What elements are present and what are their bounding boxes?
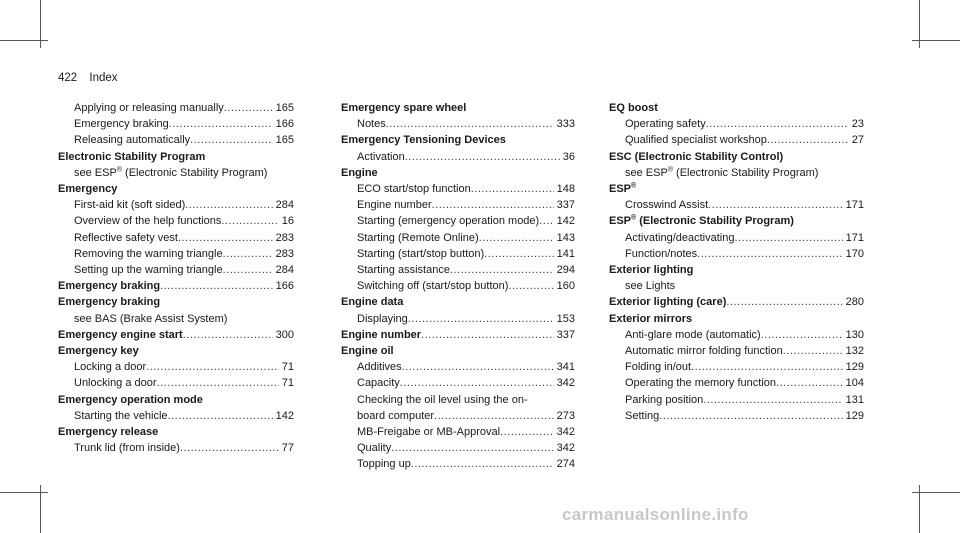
dot-leader <box>169 116 273 132</box>
entry-label: Electronic Stability Program <box>58 150 206 163</box>
entry-label: Qualified specialist workshop <box>625 134 767 147</box>
index-heading <box>58 181 294 197</box>
dot-leader <box>160 278 273 294</box>
entry-label: EQ boost <box>609 102 658 114</box>
index-entry <box>341 424 575 440</box>
index-column-1 <box>58 100 294 456</box>
index-heading <box>609 294 864 310</box>
entry-text <box>625 392 703 408</box>
dot-leader <box>500 424 554 440</box>
entry-text <box>74 132 190 148</box>
index-entry <box>341 311 575 327</box>
dot-leader <box>776 375 843 391</box>
dot-leader <box>405 149 560 165</box>
page-ref: 142 <box>275 409 294 422</box>
entry-label: see ESP <box>625 166 668 179</box>
dot-leader <box>185 197 272 213</box>
dot-leader <box>703 392 842 408</box>
dot-leader <box>190 132 272 148</box>
index-entry <box>341 408 575 424</box>
page-ref: 341 <box>556 361 575 374</box>
index-column-3 <box>609 100 864 424</box>
entry-text <box>341 327 421 343</box>
entry-label: Emergency braking <box>58 296 161 309</box>
index-entry <box>609 230 864 246</box>
page-ref: 36 <box>562 150 575 163</box>
index-cross-reference <box>341 392 575 408</box>
entry-label: MB-Freigabe or MB-Approval <box>357 426 501 439</box>
dot-leader <box>434 408 554 424</box>
crop-mark <box>912 492 960 493</box>
entry-label: Emergency release <box>58 426 159 439</box>
entry-label: Function/notes <box>625 247 698 260</box>
page-ref: 27 <box>851 134 864 147</box>
entry-label: see BAS (Brake Assist System) <box>74 312 228 325</box>
entry-text <box>357 278 508 294</box>
page-ref: 284 <box>275 199 294 212</box>
page-ref: 104 <box>845 377 864 390</box>
entry-label: Notes <box>357 118 386 131</box>
entry-text <box>58 392 203 408</box>
index-heading <box>58 392 294 408</box>
index-entry <box>609 392 864 408</box>
index-heading <box>341 327 575 343</box>
index-entry <box>609 132 864 148</box>
index-entry <box>58 213 294 229</box>
index-entry <box>609 408 864 424</box>
index-entry <box>341 262 575 278</box>
dot-leader <box>146 359 279 375</box>
page-ref: 142 <box>556 215 575 228</box>
index-entry <box>609 116 864 132</box>
page-ref: 273 <box>556 409 575 422</box>
index-heading <box>609 181 864 197</box>
entry-text <box>357 359 402 375</box>
index-heading <box>58 327 294 343</box>
entry-label: Additives <box>357 361 402 374</box>
entry-label: Capacity <box>357 377 400 390</box>
index-entry <box>58 197 294 213</box>
dot-leader <box>180 440 279 456</box>
dot-leader <box>432 197 554 213</box>
dot-leader <box>783 343 843 359</box>
entry-label: Starting (emergency operation mode) <box>357 215 540 228</box>
index-heading <box>341 100 575 116</box>
index-cross-reference <box>58 311 294 327</box>
registered-mark: ® <box>667 166 673 174</box>
index-entry <box>341 246 575 262</box>
entry-text <box>341 343 394 359</box>
entry-label: Checking the oil level using the on- <box>357 393 528 406</box>
page-ref: 16 <box>281 215 294 228</box>
entry-text <box>609 311 692 327</box>
entry-label: Displaying <box>357 312 408 325</box>
entry-text <box>625 165 818 181</box>
entry-text <box>609 149 783 165</box>
entry-text <box>625 327 761 343</box>
page-ref: 130 <box>845 328 864 341</box>
page-number: 422 <box>58 72 78 84</box>
page-ref: 280 <box>845 296 864 309</box>
dot-leader <box>400 375 554 391</box>
entry-label: Starting assistance <box>357 264 450 277</box>
dot-leader <box>767 132 849 148</box>
entry-text <box>625 375 776 391</box>
index-entry <box>341 116 575 132</box>
entry-text <box>357 149 405 165</box>
dot-leader <box>539 213 553 229</box>
entry-label: Emergency operation mode <box>58 393 203 406</box>
page-ref: 337 <box>556 328 575 341</box>
dot-leader <box>224 100 273 116</box>
entry-label: Engine <box>341 166 378 179</box>
page-ref: 141 <box>556 247 575 260</box>
dot-leader <box>223 246 273 262</box>
index-heading <box>341 132 575 148</box>
page-ref: 342 <box>556 442 575 455</box>
entry-text <box>58 149 205 165</box>
entry-text <box>74 375 157 391</box>
page-ref: 153 <box>556 312 575 325</box>
index-entry <box>341 375 575 391</box>
page-ref: 333 <box>556 118 575 131</box>
index-entry <box>58 230 294 246</box>
dot-leader <box>183 327 273 343</box>
dot-leader <box>386 116 554 132</box>
page-ref: 131 <box>845 393 864 406</box>
index-heading <box>341 343 575 359</box>
entry-label: Removing the warning triangle <box>74 247 223 260</box>
entry-label: Trunk lid (from inside) <box>74 442 180 455</box>
index-column-2 <box>341 100 575 473</box>
page-ref: 337 <box>556 199 575 212</box>
entry-text <box>74 311 227 327</box>
index-heading <box>609 262 864 278</box>
page-ref: 283 <box>275 231 294 244</box>
page-ref: 166 <box>275 118 294 131</box>
entry-label: Activating/deactivating <box>625 231 735 244</box>
entry-text <box>74 230 178 246</box>
entry-label: Unlocking a door <box>74 377 157 390</box>
entry-text <box>625 246 697 262</box>
page-header <box>58 72 118 84</box>
registered-mark: ® <box>631 182 637 190</box>
entry-text <box>357 246 484 262</box>
entry-text <box>74 246 223 262</box>
entry-label: Quality <box>357 442 392 455</box>
entry-label: Operating safety <box>625 118 706 131</box>
entry-label: Anti-glare mode (automatic) <box>625 328 761 341</box>
entry-label: Exterior lighting (care) <box>609 296 727 309</box>
entry-label: Releasing automatically <box>74 134 191 147</box>
entry-text <box>357 262 450 278</box>
entry-label: Starting (Remote Online) <box>357 231 479 244</box>
entry-text <box>609 100 658 116</box>
index-entry <box>341 359 575 375</box>
entry-label-rest: (Electronic Stability Program) <box>121 166 268 179</box>
dot-leader <box>471 181 554 197</box>
entry-label: Setting <box>625 409 660 422</box>
entry-label: Emergency spare wheel <box>341 102 467 114</box>
registered-mark: ® <box>631 214 637 222</box>
entry-text <box>74 440 180 456</box>
entry-text <box>609 181 636 197</box>
index-entry <box>58 408 294 424</box>
page-ref: 171 <box>845 231 864 244</box>
index-entry <box>609 375 864 391</box>
entry-text <box>357 424 500 440</box>
entry-label: Operating the memory function <box>625 377 777 390</box>
entry-text <box>625 343 783 359</box>
index-entry <box>58 246 294 262</box>
index-entry <box>58 359 294 375</box>
entry-text <box>357 197 432 213</box>
dot-leader <box>734 230 842 246</box>
page-ref: 129 <box>845 361 864 374</box>
page-ref: 166 <box>275 280 294 293</box>
entry-text <box>625 408 659 424</box>
entry-label: Topping up <box>357 458 411 471</box>
index-entry <box>609 359 864 375</box>
entry-label: Switching off (start/stop button) <box>357 280 509 293</box>
page-ref: 294 <box>556 264 575 277</box>
entry-label: Engine number <box>341 328 422 341</box>
index-entry <box>58 116 294 132</box>
dot-leader <box>697 246 842 262</box>
page-ref: 171 <box>845 199 864 212</box>
dot-leader <box>761 327 843 343</box>
entry-text <box>357 408 434 424</box>
entry-text <box>609 262 693 278</box>
entry-text <box>74 359 146 375</box>
dot-leader <box>221 213 278 229</box>
entry-text <box>58 278 160 294</box>
dot-leader <box>402 359 554 375</box>
entry-text <box>625 132 767 148</box>
entry-label: ECO start/stop function <box>357 183 471 196</box>
entry-label: Locking a door <box>74 361 147 374</box>
page-ref: 77 <box>281 442 294 455</box>
entry-label: First-aid kit (soft sided) <box>74 199 186 212</box>
entry-text <box>58 294 160 310</box>
entry-label: Emergency braking <box>58 280 161 293</box>
dot-leader <box>411 456 554 472</box>
entry-text <box>357 213 539 229</box>
page-title: Index <box>89 72 118 84</box>
entry-text <box>357 181 471 197</box>
dot-leader <box>479 230 554 246</box>
index-entry <box>341 440 575 456</box>
index-cross-reference <box>609 278 864 294</box>
entry-text <box>74 100 224 116</box>
index-entry <box>609 343 864 359</box>
index-entry <box>341 278 575 294</box>
entry-text <box>357 230 479 246</box>
entry-label: see Lights <box>625 280 676 293</box>
entry-text <box>74 262 223 278</box>
entry-text <box>357 375 400 391</box>
entry-text <box>341 100 466 116</box>
index-entry <box>58 100 294 116</box>
crop-mark <box>0 40 48 41</box>
entry-text <box>58 424 158 440</box>
entry-label: ESC (Electronic Stability Control) <box>609 150 784 163</box>
entry-label: Automatic mirror folding function <box>625 345 783 358</box>
page-ref: 274 <box>556 458 575 471</box>
entry-label: Parking position <box>625 393 704 406</box>
entry-label: Emergency <box>58 183 118 196</box>
dot-leader <box>168 408 273 424</box>
entry-label: Emergency engine start <box>58 328 183 341</box>
page-ref: 148 <box>556 183 575 196</box>
registered-mark: ® <box>116 166 122 174</box>
index-heading <box>58 294 294 310</box>
page-ref: 284 <box>275 264 294 277</box>
dot-leader <box>408 311 554 327</box>
index-heading <box>341 294 575 310</box>
entry-text <box>357 456 411 472</box>
entry-label: Overview of the help functions <box>74 215 222 228</box>
page-ref: 129 <box>845 409 864 422</box>
entry-text <box>625 197 708 213</box>
index-entry <box>58 262 294 278</box>
index-heading <box>341 165 575 181</box>
entry-label-rest: (Electronic Stability Program) <box>672 166 819 179</box>
index-entry <box>341 181 575 197</box>
entry-text <box>625 359 691 375</box>
entry-label: Engine number <box>357 199 432 212</box>
index-heading <box>58 343 294 359</box>
dot-leader <box>223 262 273 278</box>
index-entry <box>341 230 575 246</box>
index-heading <box>609 100 864 116</box>
index-entry <box>341 197 575 213</box>
entry-text <box>357 311 408 327</box>
page-ref: 132 <box>845 345 864 358</box>
crop-mark <box>912 40 960 41</box>
entry-text <box>357 440 391 456</box>
entry-text <box>357 392 528 408</box>
entry-label: Exterior mirrors <box>609 312 693 325</box>
entry-label: Emergency Tensioning Devices <box>341 134 506 147</box>
index-entry <box>609 246 864 262</box>
page-ref: 342 <box>556 426 575 439</box>
dot-leader <box>450 262 554 278</box>
entry-label: Setting up the warning triangle <box>74 264 223 277</box>
watermark-text: carmanualsonline.info <box>562 505 749 524</box>
entry-text <box>58 327 183 343</box>
page-ref: 143 <box>556 231 575 244</box>
dot-leader <box>178 230 273 246</box>
dot-leader <box>706 116 849 132</box>
entry-text <box>341 165 378 181</box>
entry-text <box>74 116 169 132</box>
dot-leader <box>508 278 553 294</box>
index-cross-reference <box>58 165 294 181</box>
entry-label: ESP <box>609 183 632 196</box>
dot-leader <box>659 408 842 424</box>
page-ref: 160 <box>556 280 575 293</box>
entry-text <box>58 181 117 197</box>
index-entry <box>609 197 864 213</box>
entry-text <box>74 197 185 213</box>
index-entry <box>609 327 864 343</box>
entry-text <box>74 213 221 229</box>
index-entry <box>58 132 294 148</box>
entry-text <box>341 132 506 148</box>
entry-text <box>609 213 794 229</box>
entry-label: Applying or releasing manually <box>74 102 224 114</box>
dot-leader <box>484 246 553 262</box>
index-entry <box>341 213 575 229</box>
index-entry <box>58 375 294 391</box>
entry-label: ESP <box>609 215 632 228</box>
entry-label: Exterior lighting <box>609 264 694 277</box>
index-entry <box>341 456 575 472</box>
dot-leader <box>691 359 843 375</box>
entry-text <box>625 230 734 246</box>
entry-label: Activation <box>357 150 405 163</box>
entry-label: Folding in/out <box>625 361 692 374</box>
entry-text <box>609 294 726 310</box>
entry-text <box>625 278 675 294</box>
entry-label: Starting the vehicle <box>74 409 168 422</box>
entry-label: see ESP <box>74 166 117 179</box>
page-ref: 71 <box>281 377 294 390</box>
index-heading <box>58 278 294 294</box>
entry-label: Engine data <box>341 296 404 309</box>
index-heading <box>58 149 294 165</box>
page-ref: 300 <box>275 328 294 341</box>
entry-label: board computer <box>357 409 435 422</box>
page-ref: 71 <box>281 361 294 374</box>
entry-label-rest: (Electronic Stability Program) <box>636 215 794 228</box>
page-ref: 165 <box>275 102 294 114</box>
entry-label: Emergency key <box>58 345 139 358</box>
entry-label: Crosswind Assist <box>625 199 709 212</box>
page-ref: 23 <box>851 118 864 131</box>
index-entry <box>341 149 575 165</box>
entry-label: Reflective safety vest <box>74 231 178 244</box>
index-heading <box>609 149 864 165</box>
entry-text <box>625 116 706 132</box>
index-heading <box>58 424 294 440</box>
page-ref: 283 <box>275 247 294 260</box>
dot-leader <box>726 294 842 310</box>
dot-leader <box>708 197 843 213</box>
entry-text <box>58 343 139 359</box>
entry-label: Emergency braking <box>74 118 169 131</box>
entry-label: Engine oil <box>341 345 394 358</box>
page-ref: 165 <box>275 134 294 147</box>
entry-text <box>74 408 168 424</box>
entry-text <box>357 116 386 132</box>
dot-leader <box>421 327 554 343</box>
page-ref: 342 <box>556 377 575 390</box>
index-heading <box>609 311 864 327</box>
dot-leader <box>391 440 553 456</box>
index-heading <box>609 213 864 229</box>
page-ref: 170 <box>845 247 864 260</box>
entry-label: Starting (start/stop button) <box>357 247 485 260</box>
index-cross-reference <box>609 165 864 181</box>
crop-mark <box>0 492 48 493</box>
dot-leader <box>157 375 279 391</box>
index-entry <box>58 440 294 456</box>
entry-text <box>74 165 267 181</box>
entry-text <box>341 294 403 310</box>
